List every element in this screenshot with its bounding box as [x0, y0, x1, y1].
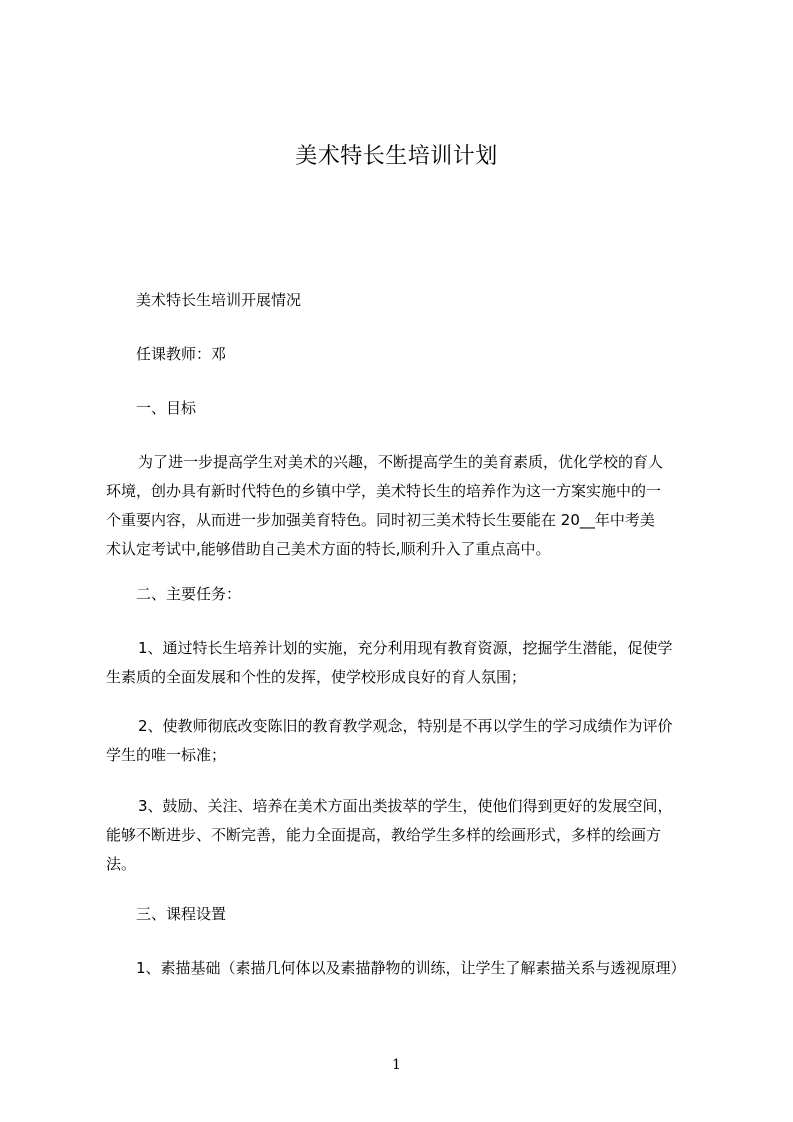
curriculum-item-1: 1、素描基础（素描几何体以及素描静物的训练，让学生了解素描关系与透视原理） — [136, 959, 686, 977]
paragraph-line: 法。 — [106, 855, 137, 873]
page-number: 1 — [392, 1057, 401, 1073]
teacher-line: 任课教师：邓 — [136, 345, 227, 363]
section-heading-tasks: 二、主要任务： — [136, 585, 242, 603]
paragraph-line: 能够不断进步、不断完善，能力全面提高，教给学生多样的绘画形式，多样的绘画方 — [106, 826, 662, 844]
paragraph-line: 术认定考试中,能够借助自己美术方面的特长,顺利升入了重点高中。 — [106, 540, 551, 558]
section-heading-curriculum: 三、课程设置 — [136, 905, 227, 923]
paragraph-line: 个重要内容，从而进一步加强美育特色。同时初三美术特长生要能在 20__年中考美 — [106, 511, 655, 529]
task-item-1 — [106, 634, 673, 692]
paragraph-line: 环境，创办具有新时代特色的乡镇中学，美术特长生的培养作为这一方案实施中的一 — [106, 482, 662, 500]
paragraph-line: 为了进一步提高学生对美术的兴趣，不断提高学生的美育素质，优化学校的育人 — [138, 453, 664, 471]
paragraph-line: 生素质的全面发展和个性的发挥，使学校形成良好的育人氛围； — [106, 668, 527, 686]
subtitle: 美术特长生培训开展情况 — [136, 291, 302, 309]
paragraph-line: 学生的唯一标准； — [106, 746, 227, 764]
goals-paragraph — [106, 448, 663, 564]
task-item-2 — [106, 712, 673, 770]
document-title: 美术特长生培训计划 — [295, 144, 498, 169]
paragraph-line: 1、通过特长生培养计划的实施，充分利用现有教育资源，挖掘学生潜能，促使学 — [138, 639, 673, 657]
task-item-3 — [106, 792, 673, 879]
paragraph-line: 3、鼓励、关注、培养在美术方面出类拔萃的学生，使他们得到更好的发展空间， — [138, 797, 673, 815]
section-heading-goals: 一、目标 — [136, 399, 197, 417]
paragraph-line: 2、使教师彻底改变陈旧的教育教学观念，特别是不再以学生的学习成绩作为评价 — [138, 717, 673, 735]
